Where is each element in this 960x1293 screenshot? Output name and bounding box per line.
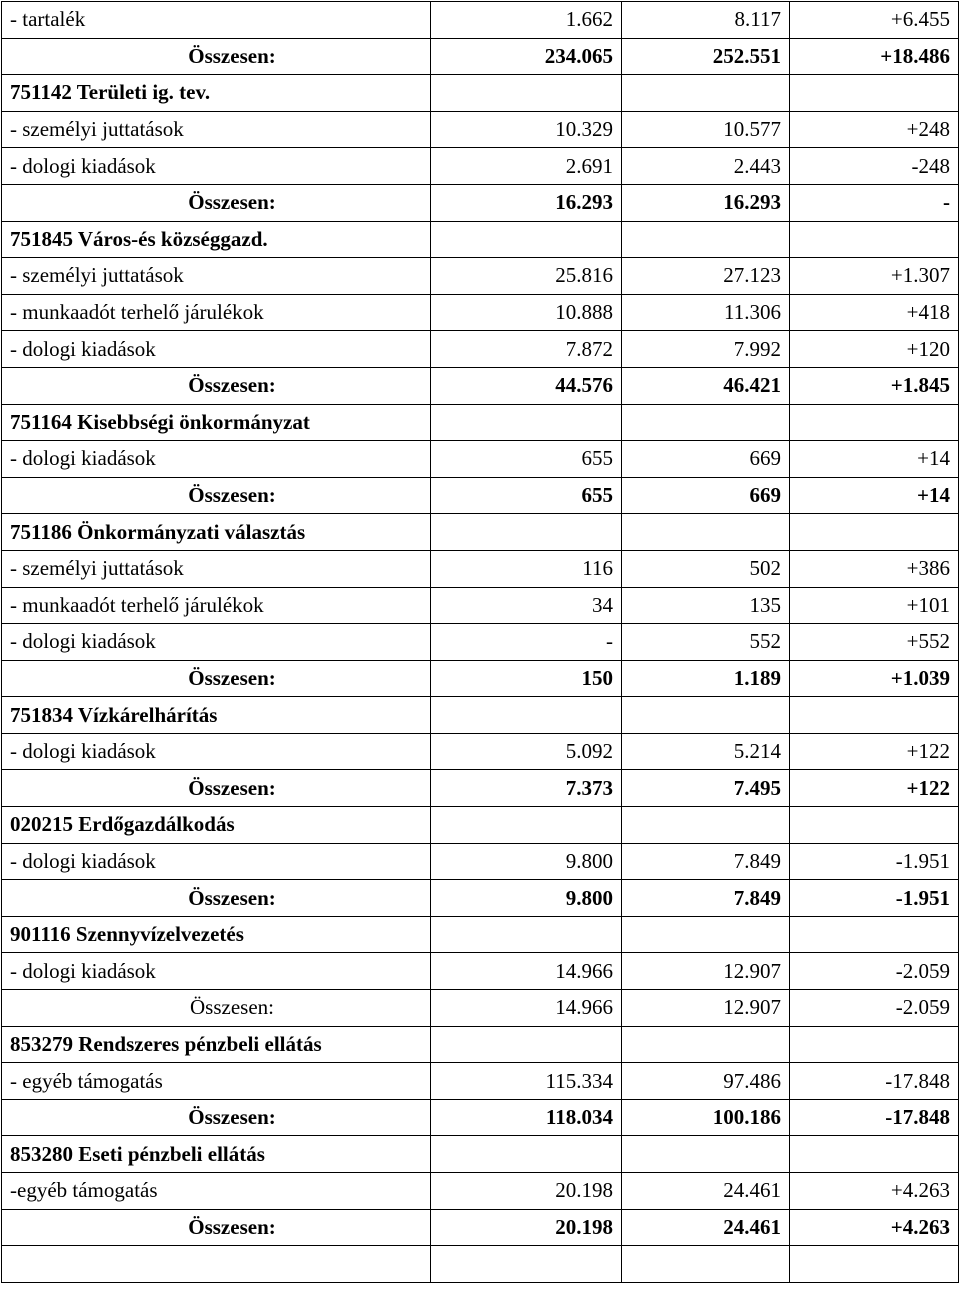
original-value: 7.872 xyxy=(431,331,622,368)
table-row xyxy=(2,550,959,587)
table-row xyxy=(2,441,959,478)
difference-value: +248 xyxy=(790,111,959,148)
row-label: - személyi juttatások xyxy=(2,258,431,295)
original-value xyxy=(431,1136,622,1173)
modified-value xyxy=(622,807,790,844)
row-label: - dologi kiadások xyxy=(2,441,431,478)
difference-value: +14 xyxy=(790,441,959,478)
modified-value xyxy=(622,1246,790,1283)
original-value: 20.198 xyxy=(431,1209,622,1246)
section-title: 751164 Kisebbségi önkormányzat xyxy=(2,404,431,441)
difference-value: -1.951 xyxy=(790,880,959,917)
original-value: - xyxy=(431,624,622,661)
modified-value: 502 xyxy=(622,550,790,587)
difference-value xyxy=(790,514,959,551)
total-label: Összesen: xyxy=(2,660,431,697)
section-title: 751845 Város-és községgazd. xyxy=(2,221,431,258)
difference-value xyxy=(790,1136,959,1173)
modified-value: 5.214 xyxy=(622,733,790,770)
difference-value: -1.951 xyxy=(790,843,959,880)
total-row xyxy=(2,367,959,404)
section-title: 020215 Erdőgazdálkodás xyxy=(2,807,431,844)
section-header-row xyxy=(2,404,959,441)
original-value: 2.691 xyxy=(431,148,622,185)
modified-value: 12.907 xyxy=(622,953,790,990)
row-label: - dologi kiadások xyxy=(2,733,431,770)
row-label xyxy=(2,1246,431,1283)
table-row xyxy=(2,331,959,368)
total-row xyxy=(2,880,959,917)
difference-value: +1.845 xyxy=(790,367,959,404)
section-title: 901116 Szennyvízelvezetés xyxy=(2,916,431,953)
modified-value: 97.486 xyxy=(622,1063,790,1100)
budget-table-body xyxy=(2,2,959,1283)
section-title: 853279 Rendszeres pénzbeli ellátás xyxy=(2,1026,431,1063)
difference-value: +6.455 xyxy=(790,2,959,39)
difference-value xyxy=(790,807,959,844)
original-value: 150 xyxy=(431,660,622,697)
section-header-row xyxy=(2,1026,959,1063)
table-row xyxy=(2,587,959,624)
modified-value xyxy=(622,75,790,112)
modified-value: 10.577 xyxy=(622,111,790,148)
difference-value: +14 xyxy=(790,477,959,514)
budget-table xyxy=(1,1,959,1283)
original-value: 5.092 xyxy=(431,733,622,770)
modified-value: 252.551 xyxy=(622,38,790,75)
modified-value: 669 xyxy=(622,441,790,478)
modified-value: 7.849 xyxy=(622,880,790,917)
total-label: Összesen: xyxy=(2,367,431,404)
row-label: - dologi kiadások xyxy=(2,624,431,661)
modified-value xyxy=(622,404,790,441)
modified-value: 16.293 xyxy=(622,184,790,221)
table-row xyxy=(2,294,959,331)
row-label: - dologi kiadások xyxy=(2,953,431,990)
original-value xyxy=(431,807,622,844)
original-value: 1.662 xyxy=(431,2,622,39)
original-value xyxy=(431,916,622,953)
table-row xyxy=(2,258,959,295)
row-label: -egyéb támogatás xyxy=(2,1173,431,1210)
row-label: - munkaadót terhelő járulékok xyxy=(2,587,431,624)
difference-value: +4.263 xyxy=(790,1209,959,1246)
difference-value xyxy=(790,1026,959,1063)
difference-value xyxy=(790,75,959,112)
modified-value xyxy=(622,697,790,734)
row-label: - személyi juttatások xyxy=(2,111,431,148)
total-label: Összesen: xyxy=(2,1209,431,1246)
row-label: - tartalék xyxy=(2,2,431,39)
modified-value: 100.186 xyxy=(622,1099,790,1136)
total-label: Összesen: xyxy=(2,477,431,514)
difference-value: +1.039 xyxy=(790,660,959,697)
total-row xyxy=(2,38,959,75)
table-row xyxy=(2,1063,959,1100)
total-row xyxy=(2,184,959,221)
row-label: - munkaadót terhelő járulékok xyxy=(2,294,431,331)
original-value: 118.034 xyxy=(431,1099,622,1136)
total-row xyxy=(2,477,959,514)
original-value: 9.800 xyxy=(431,880,622,917)
row-label: - dologi kiadások xyxy=(2,148,431,185)
section-title: 853280 Eseti pénzbeli ellátás xyxy=(2,1136,431,1173)
modified-value: 27.123 xyxy=(622,258,790,295)
row-label: - egyéb támogatás xyxy=(2,1063,431,1100)
difference-value xyxy=(790,1246,959,1283)
modified-value: 8.117 xyxy=(622,2,790,39)
original-value xyxy=(431,221,622,258)
total-label: Összesen: xyxy=(2,770,431,807)
modified-value: 46.421 xyxy=(622,367,790,404)
difference-value: -248 xyxy=(790,148,959,185)
total-label: Összesen: xyxy=(2,990,431,1027)
section-header-row xyxy=(2,807,959,844)
row-label: - dologi kiadások xyxy=(2,331,431,368)
original-value: 25.816 xyxy=(431,258,622,295)
original-value: 655 xyxy=(431,477,622,514)
modified-value: 7.849 xyxy=(622,843,790,880)
table-row xyxy=(2,1173,959,1210)
modified-value: 12.907 xyxy=(622,990,790,1027)
original-value: 116 xyxy=(431,550,622,587)
section-header-row xyxy=(2,697,959,734)
total-row xyxy=(2,1099,959,1136)
original-value: 234.065 xyxy=(431,38,622,75)
table-row xyxy=(2,733,959,770)
original-value: 14.966 xyxy=(431,990,622,1027)
modified-value: 7.495 xyxy=(622,770,790,807)
original-value: 655 xyxy=(431,441,622,478)
original-value: 7.373 xyxy=(431,770,622,807)
difference-value: +101 xyxy=(790,587,959,624)
total-label: Összesen: xyxy=(2,38,431,75)
modified-value: 11.306 xyxy=(622,294,790,331)
difference-value: -2.059 xyxy=(790,953,959,990)
total-row xyxy=(2,990,959,1027)
original-value xyxy=(431,697,622,734)
section-title: 751142 Területi ig. tev. xyxy=(2,75,431,112)
original-value xyxy=(431,1246,622,1283)
difference-value: -17.848 xyxy=(790,1063,959,1100)
difference-value xyxy=(790,221,959,258)
difference-value xyxy=(790,404,959,441)
row-label: - személyi juttatások xyxy=(2,550,431,587)
original-value xyxy=(431,1026,622,1063)
modified-value: 24.461 xyxy=(622,1173,790,1210)
section-header-row xyxy=(2,75,959,112)
modified-value: 1.189 xyxy=(622,660,790,697)
modified-value xyxy=(622,1026,790,1063)
table-row xyxy=(2,843,959,880)
total-label: Összesen: xyxy=(2,1099,431,1136)
section-title: 751834 Vízkárelhárítás xyxy=(2,697,431,734)
modified-value: 2.443 xyxy=(622,148,790,185)
table-row xyxy=(2,2,959,39)
section-title: 751186 Önkormányzati választás xyxy=(2,514,431,551)
modified-value: 552 xyxy=(622,624,790,661)
modified-value: 7.992 xyxy=(622,331,790,368)
total-row xyxy=(2,1209,959,1246)
difference-value: - xyxy=(790,184,959,221)
difference-value: -2.059 xyxy=(790,990,959,1027)
difference-value: +4.263 xyxy=(790,1173,959,1210)
table-row xyxy=(2,111,959,148)
original-value xyxy=(431,75,622,112)
modified-value: 135 xyxy=(622,587,790,624)
difference-value: +120 xyxy=(790,331,959,368)
table-row xyxy=(2,624,959,661)
total-row xyxy=(2,660,959,697)
difference-value: +122 xyxy=(790,733,959,770)
difference-value: +1.307 xyxy=(790,258,959,295)
modified-value xyxy=(622,916,790,953)
difference-value: +122 xyxy=(790,770,959,807)
section-header-row xyxy=(2,916,959,953)
original-value: 10.888 xyxy=(431,294,622,331)
difference-value: -17.848 xyxy=(790,1099,959,1136)
original-value: 14.966 xyxy=(431,953,622,990)
row-label: - dologi kiadások xyxy=(2,843,431,880)
original-value: 115.334 xyxy=(431,1063,622,1100)
section-header-row xyxy=(2,1136,959,1173)
original-value: 20.198 xyxy=(431,1173,622,1210)
original-value: 10.329 xyxy=(431,111,622,148)
original-value xyxy=(431,404,622,441)
total-label: Összesen: xyxy=(2,880,431,917)
difference-value xyxy=(790,916,959,953)
original-value: 44.576 xyxy=(431,367,622,404)
difference-value xyxy=(790,697,959,734)
table-row xyxy=(2,148,959,185)
difference-value: +418 xyxy=(790,294,959,331)
section-header-row xyxy=(2,514,959,551)
total-label: Összesen: xyxy=(2,184,431,221)
modified-value: 669 xyxy=(622,477,790,514)
modified-value xyxy=(622,514,790,551)
modified-value xyxy=(622,221,790,258)
section-header-row xyxy=(2,221,959,258)
difference-value: +552 xyxy=(790,624,959,661)
modified-value xyxy=(622,1136,790,1173)
total-row xyxy=(2,770,959,807)
table-row xyxy=(2,953,959,990)
original-value xyxy=(431,514,622,551)
modified-value: 24.461 xyxy=(622,1209,790,1246)
original-value: 9.800 xyxy=(431,843,622,880)
original-value: 34 xyxy=(431,587,622,624)
original-value: 16.293 xyxy=(431,184,622,221)
difference-value: +18.486 xyxy=(790,38,959,75)
empty-row xyxy=(2,1246,959,1283)
difference-value: +386 xyxy=(790,550,959,587)
